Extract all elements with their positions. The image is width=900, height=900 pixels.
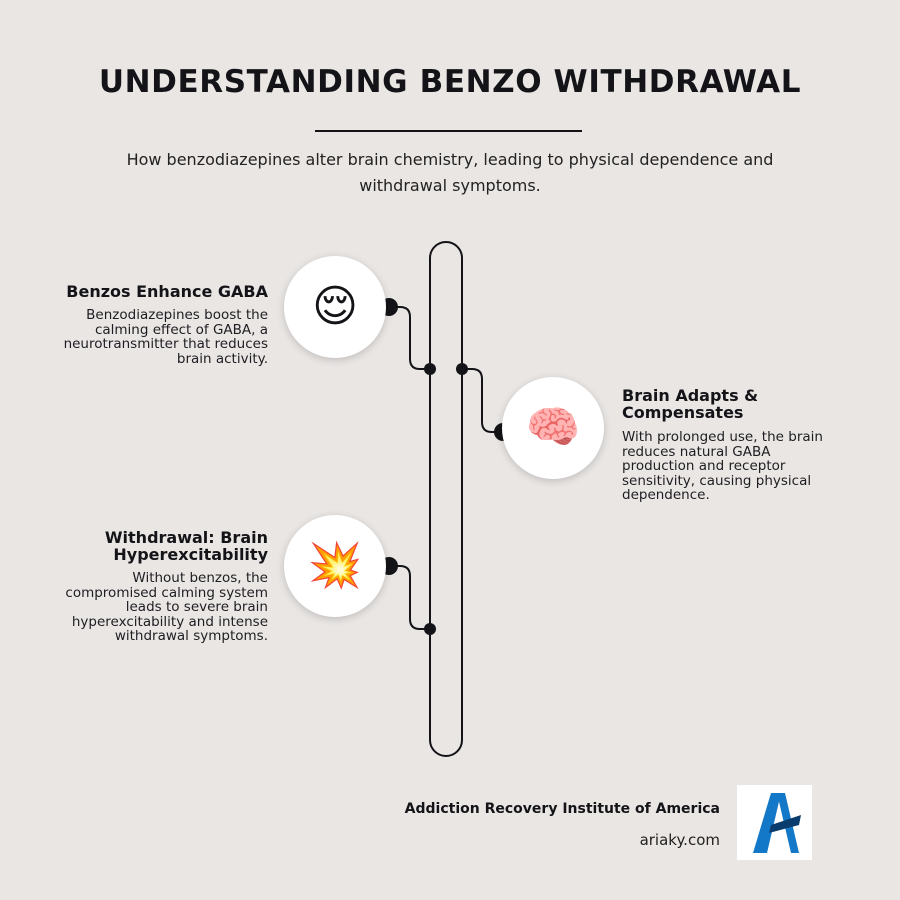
aria-logo-icon (737, 785, 812, 860)
step-3-title: Withdrawal: Brain Hyperexcitability (104, 528, 268, 564)
step-3-icon-circle (284, 515, 386, 617)
connector-step-2 (462, 369, 503, 432)
step-3-description: Without benzos, the compromised calming system leads to severe brain hyperexcitability and intense withdrawal symptoms. (65, 570, 268, 644)
brain-icon: 🧠 (525, 402, 581, 453)
step-1-description: Benzodiazepines boost the calming effect of GABA, a neurotransmitter that reduces brain activity. (63, 307, 268, 367)
connector-step-1 (389, 307, 430, 369)
step-2-icon-circle (502, 377, 604, 479)
connector-step-3 (389, 566, 430, 629)
connector-dot-step-2-start (456, 363, 468, 375)
page-subtitle: How benzodiazepines alter brain chemistry, leading to physical dependence and withdrawal symptoms. (126, 150, 774, 195)
connector-dot-step-3-end (424, 623, 436, 635)
step-2-title: Brain Adapts & Compensates (622, 386, 759, 422)
organization-name: Addiction Recovery Institute of America (404, 801, 720, 817)
step-1-icon-circle (284, 256, 386, 358)
step-1-title: Benzos Enhance GABA (66, 282, 268, 301)
relieved-face-icon: 😌 (312, 281, 358, 332)
organization-website: ariaky.com (639, 831, 720, 849)
connector-dot-step-1-end (424, 363, 436, 375)
collision-icon: 💥 (307, 540, 363, 591)
timeline-track (430, 242, 462, 756)
step-2-description: With prolonged use, the brain reduces natural GABA production and receptor sensitivity, causing physical dependence. (622, 429, 823, 503)
page-title: UNDERSTANDING BENZO WITHDRAWAL (98, 64, 802, 100)
